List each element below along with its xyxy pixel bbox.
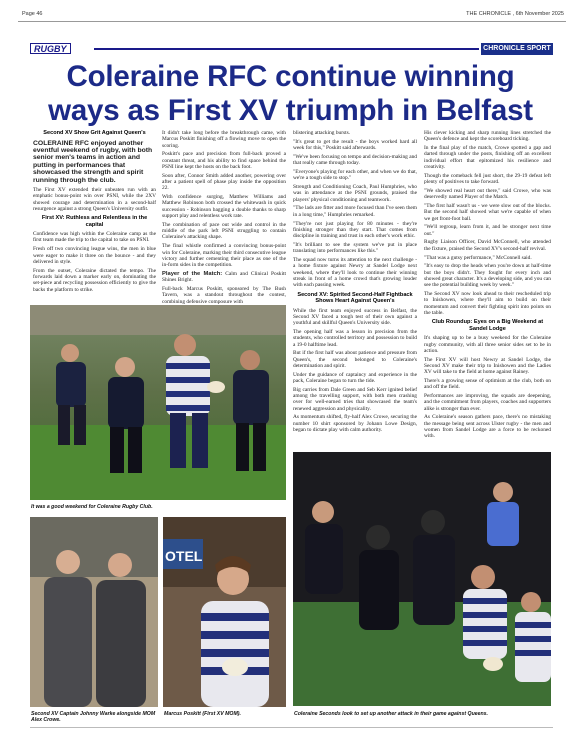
paragraph: From the outset, Coleraine dictated the tempo. The forwards laid down a marker early on, dominating the set-piece and recycling possession efficiently to give the backs the platform to strike. [33, 267, 156, 293]
main-photo-caption: It was a good weekend for Coleraine Rugby Club. [31, 504, 153, 510]
paragraph: The First XV will host Newry at Sandel Lodge, the Second XV make their trip to Inishowen and the Ladies XV will take to the field at home against Rainey. [424, 356, 551, 376]
footer-rule [30, 727, 553, 728]
paragraph: The squad now turns its attention to the next challenge - a home fixture against Newry at Sandel Lodge next weekend, where they'll look to continue their winning streak in front of a home crowd that's growing louder with each passing week. [293, 257, 417, 289]
paragraph: Strength and Conditioning Coach, Paul Humphries, who was in attendance at the PSNI grounds, praised the players' physical conditioning and teamwork. [293, 184, 417, 203]
paragraph: Confidence was high within the Coleraine camp as the first team made the trip to the capital to take on PSNI. [33, 231, 156, 244]
paragraph: Full-back Marcus Poskitt, sponsored by The Bush Tavern, was a standout throughout the contest, combining defensive composure with [162, 286, 286, 305]
article-column-1 [33, 130, 156, 295]
paragraph: "They're not just playing for 80 minutes - they're finishing stronger than they start. That comes from discipline in training and trust in each other's work ethic. [293, 220, 417, 240]
paragraph: With confidence surging, Matthew Williams and Matthew Robinson both crossed the whitewash in quick succession - Robinson bagging a double thanks to sharp support play and relentless work rate. [162, 194, 286, 220]
potm-text: Calm and Clinical Poskitt Shines Bright. [162, 270, 286, 284]
subheading: Club Roundup: Eyes on a Big Weekend at Sandel Lodge [431, 319, 544, 332]
paragraph: "We've been focusing on tempo and decision-making and that really came through today. [293, 153, 417, 167]
rugby-match-image [30, 305, 286, 500]
paragraph: As Coleraine's season gathers pace, there's no mistaking the message being sent across Ulster rugby - the men and women from Sandel Lodge are a force to be reckoned with. [424, 414, 551, 440]
captain-and-mom-photo [30, 517, 158, 707]
paragraph: "It's brilliant to see the system we've put in place translating into performances like this." [293, 241, 417, 255]
captain-photo-caption: Second XV Captain Johnny Warke alongside MOM Alex Crowe. [31, 711, 156, 723]
two-players-image [30, 517, 158, 707]
paragraph: Rugby Liaison Officer, David McConnell, who attended the fixture, praised the Second XV's second-half revival. [424, 239, 551, 252]
paragraph: "It's great to get the result - the boys worked hard all week for this," Poskitt said afterwards. [293, 138, 417, 152]
headline-line-1: Coleraine RFC continue winning [66, 60, 515, 93]
paragraph: Big carries from Dale Green and Seb Kerr ignited belief among the travelling support, with both men crashing over for well-earned tries that showcased the team's renewed aggression and physicality. [293, 386, 417, 412]
potm-label: Player of the Match: [162, 270, 223, 277]
paragraph: Though the comeback fell just short, the 29-19 defeat left plenty of positives to take forward. [424, 172, 551, 186]
paragraph: The First XV extended their unbeaten run with an emphatic bonus-point win over PSNI, while the 2XV showed courage and determination in a second-half resurgence against a strong Queen's University outfit. [33, 186, 156, 212]
paragraph: "It's easy to drop the heads when you're down at half-time but the boys didn't. They fought for every inch and showed great character. It's a developing side, and you can see the potential building week by week." [424, 263, 551, 289]
subheading: Second XV: Spirited Second-Half Fightback Shows Heart Against Queen's [297, 291, 413, 305]
article-column-4 [424, 130, 551, 442]
paragraph: The combination of pace out wide and control in the middle of the park left PSNI struggling to contain Coleraine's attacking shape. [162, 221, 286, 241]
section-tag-label: RUGBY [30, 43, 71, 54]
publication-dateline: THE CHRONICLE , 6th November 2025 [466, 11, 564, 17]
paragraph: It's shaping up to be a busy weekend for the Coleraine rugby community, with all three senior sides set to be in action. [424, 335, 551, 354]
paragraph: The Second XV now look ahead to their rescheduled trip to Inishowen, where they'll aim to build on their momentum and convert their fighting spirit into points on the table. [424, 291, 551, 316]
sport-brand: CHRONICLE SPORT [481, 43, 553, 55]
paragraph: "The lads are fitter and more focused than I've seen them in a long time," Humphries remarked. [293, 205, 417, 218]
subheading: First XV: Ruthless and Relentless in the capital [41, 215, 148, 228]
paragraph: His clever kicking and sharp running lines stretched the Queen's defence and kept the scoreboard ticking. [424, 130, 551, 143]
paragraph: Fresh off two convincing league wins, the men in blue were eager to make it three on the bounce - and they delivered in style. [33, 246, 156, 265]
paragraph: "Everyone's playing for each other, and when we do that, we're a tough side to stop." [293, 168, 417, 182]
paragraph: Soon after, Connor Smith added another, powering over after a patient spell of phase play inside the opposition 22. [162, 172, 286, 192]
section-tag [30, 43, 92, 55]
article-column-3 [293, 130, 417, 436]
article-column-2 [162, 130, 286, 307]
poskitt-image [163, 517, 286, 707]
main-action-photo [30, 305, 286, 500]
page-header [18, 5, 566, 27]
paragraph: It didn't take long before the breakthrough came, with Marcus Poskitt finishing off a flowing move to open the scoring. [162, 130, 286, 149]
poskitt-portrait-photo [163, 517, 286, 707]
paragraph: blistering attacking bursts. [293, 130, 351, 136]
page-number: Page 46 [22, 11, 43, 17]
paragraph: Under the guidance of captaincy and experience in the pack, Coleraine began to turn the tide. [293, 371, 417, 384]
hotel-sign-text: OTEL [165, 548, 203, 564]
seconds-photo-caption: Coleraine Seconds look to set up another attack in their game against Queens. [294, 711, 489, 717]
paragraph: While the first team enjoyed success in Belfast, the Second XV faced a tough test of their own against a youthful and skillful Queen's University side. [293, 307, 417, 327]
paragraph: As momentum shifted, fly-half Alex Crowe, securing the number 10 shirt sponsored by Johann Lowe Design, began to dictate play with calm authority. [293, 414, 417, 434]
paragraph: Poskitt's pace and precision from full-back proved a constant threat, and his ability to find space behind the PSNI line kept the hosts on the back foot. [162, 151, 286, 170]
section-bar [30, 43, 553, 55]
seconds-match-image [293, 452, 551, 706]
headline [33, 60, 548, 128]
poskitt-photo-caption: Marcus Poskitt (First XV MOM). [164, 711, 241, 717]
kicker: Second XV Show Grit Against Queen's [43, 130, 146, 136]
paragraph: There's a growing sense of optimism at the club, both on and off the field. [424, 378, 551, 391]
paragraph: The final whistle confirmed a convincing bonus-point win for Coleraine, marking their third consecutive league victory and further cementing their place as one of the in-form sides in the competition. [162, 243, 286, 269]
headline-line-2: ways as First XV triumph in Belfast [48, 94, 533, 127]
standfirst: COLERAINE RFC enjoyed another eventful weekend of rugby, with both senior men's teams in action and putting in performances that showcased the strength and spirit running through the club. [33, 139, 153, 184]
paragraph: "That was a gutsy performance," McConnell said. [424, 254, 532, 261]
section-rule [94, 48, 479, 50]
header-rule [18, 21, 566, 22]
seconds-match-photo [293, 452, 551, 706]
paragraph: "The first half wasn't us - we were slow out of the blocks. But the second half showed what we're capable of when we get front-foot ball. [424, 202, 551, 222]
paragraph: The opening half was a lesson in precision from the students, who controlled territory and possession to build a 19-0 halftime lead. [293, 328, 417, 348]
paragraph: "We showed real heart out there," said Crowe, who was deservedly named Player of the Match. [424, 187, 551, 201]
paragraph: But if the first half was about patience and pressure from Queen's, the second belonged to Coleraine's determination and spirit. [293, 350, 417, 369]
potm-paragraph [162, 271, 286, 284]
paragraph: "We'll regroup, learn from it, and be stronger next time out." [424, 224, 551, 237]
paragraph: In the final play of the match, Crowe spotted a gap and darted through under the posts, finishing off an excellent individual effort that epitomized his resilience and creativity. [424, 145, 551, 170]
paragraph: Performances are improving, the squads are deepening, and the commitment from players, coaches and supporters alike is stronger than ever. [424, 393, 551, 412]
